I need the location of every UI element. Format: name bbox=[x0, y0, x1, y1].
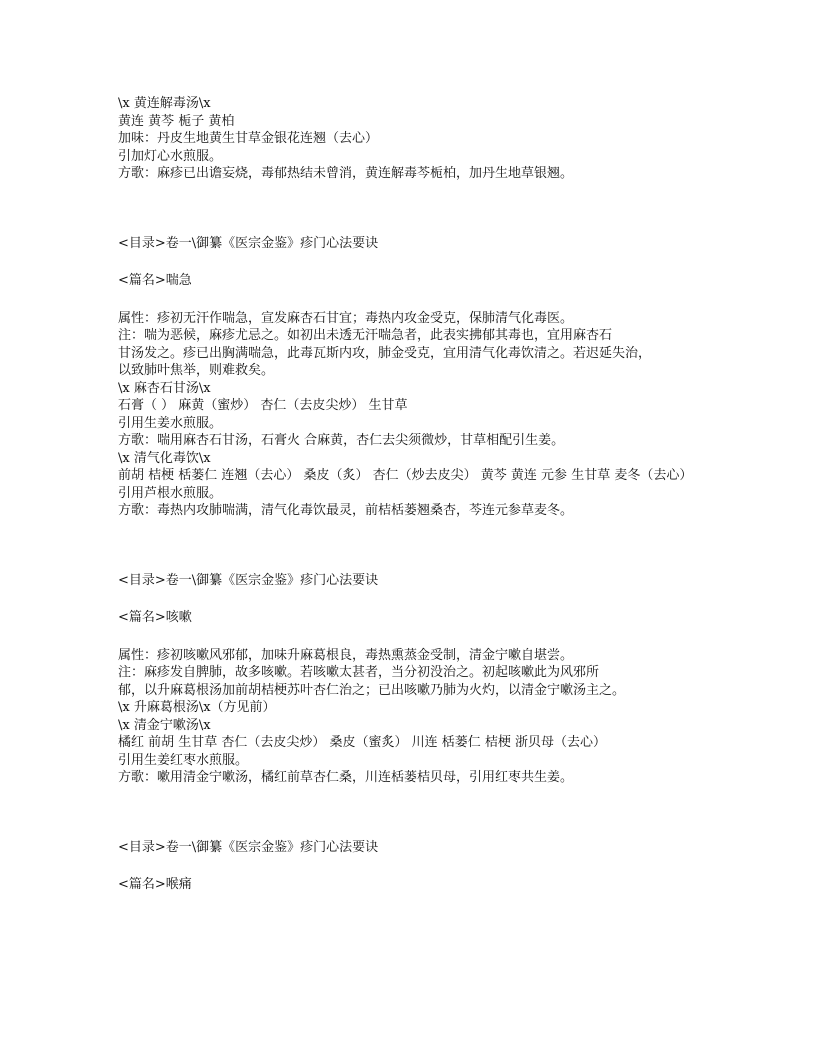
formula-heading: \x 清金宁嗽汤\x bbox=[118, 717, 211, 733]
formula-usage: 引用生姜水煎服。 bbox=[118, 415, 223, 431]
line-gap bbox=[118, 252, 703, 272]
catalog-line: <目录>卷一\御纂《医宗金鉴》疹门心法要诀 bbox=[118, 235, 379, 251]
section-gap bbox=[118, 520, 703, 572]
formula-heading: \x 黄连解毒汤\x bbox=[118, 96, 211, 111]
formula-verse: 方歌：毒热内攻肺喘满，清气化毒饮最灵，前桔栝蒌翘桑杏，芩连元参草麦冬。 bbox=[118, 503, 574, 518]
line-gap bbox=[118, 856, 703, 876]
note-line: 甘汤发之。疹已出胸满喘急，此毒瓦斯内攻，肺金受克，宜用清气化毒饮清之。若迟延失治， bbox=[118, 345, 652, 361]
formula-verse: 方歌：喘用麻杏石甘汤，石膏火 合麻黄，杏仁去尖须微炒，甘草相配引生姜。 bbox=[118, 433, 565, 448]
formula-heading: \x 麻杏石甘汤\x bbox=[118, 380, 211, 396]
formula-ingredients: 前胡 桔梗 栝蒌仁 连翘（去心） 桑皮（炙） 杏仁（炒去皮尖） 黄芩 黄连 元参 生甘草 麦冬（去心） bbox=[118, 468, 693, 483]
formula-verse: 方歌：嗽用清金宁嗽汤，橘红前草杏仁桑，川连栝蒌桔贝母，引用红枣共生姜。 bbox=[118, 770, 574, 785]
section-wheezing bbox=[118, 235, 703, 520]
line-gap bbox=[118, 290, 703, 310]
formula-heading: \x 清气化毒饮\x bbox=[118, 450, 211, 466]
attribute-line: 属性：疹初无汗作喘急，宣发麻杏石甘宜；毒热内攻金受克，保肺清气化毒医。 bbox=[118, 310, 574, 326]
section-title: <篇名>咳嗽 bbox=[118, 610, 192, 625]
section-cough bbox=[118, 572, 703, 787]
section-title: <篇名>喘急 bbox=[118, 273, 192, 288]
formula-additions: 加味：丹皮生地黄生甘草金银花连翘（去心） bbox=[118, 131, 379, 146]
note-line: 注：麻疹发自脾肺，故多咳嗽。若咳嗽太甚者，当分初没治之。初起咳嗽此为风邪所 bbox=[118, 665, 600, 680]
formula-ingredients: 橘红 前胡 生甘草 杏仁（去皮尖炒） 桑皮（蜜炙） 川连 栝蒌仁 桔梗 浙贝母（去心） bbox=[118, 735, 607, 750]
section-gap bbox=[118, 787, 703, 839]
document-content bbox=[118, 95, 703, 894]
catalog-line: <目录>卷一\御纂《医宗金鉴》疹门心法要诀 bbox=[118, 839, 379, 855]
formula-verse: 方歌：麻疹已出谵妄烧，毒郁热结未曾消，黄连解毒芩栀柏，加丹生地草银翘。 bbox=[118, 166, 574, 181]
formula-heading: \x 升麻葛根汤\x（方见前） bbox=[118, 700, 276, 715]
section-gap bbox=[118, 183, 703, 235]
formula-usage: 引用生姜红枣水煎服。 bbox=[118, 752, 249, 768]
section-throat-pain bbox=[118, 839, 703, 894]
note-line: 注：喘为恶候，麻疹尤忌之。如初出未透无汗喘急者，此表实拂郁其毒也，宜用麻杏石 bbox=[118, 328, 613, 343]
line-gap bbox=[118, 589, 703, 609]
section-title: <篇名>喉痛 bbox=[118, 877, 192, 892]
formula-ingredients: 黄连 黄芩 栀子 黄柏 bbox=[118, 113, 235, 129]
note-line: 以致肺叶焦举，则难救矣。 bbox=[118, 363, 275, 378]
note-line: 郁，以升麻葛根汤加前胡桔梗苏叶杏仁治之；已出咳嗽乃肺为火灼，以清金宁嗽汤主之。 bbox=[118, 682, 626, 698]
intro-block bbox=[118, 95, 703, 183]
formula-usage: 引加灯心水煎服。 bbox=[118, 148, 223, 164]
catalog-line: <目录>卷一\御纂《医宗金鉴》疹门心法要诀 bbox=[118, 572, 379, 588]
formula-usage: 引用芦根水煎服。 bbox=[118, 485, 223, 501]
attribute-line: 属性：疹初咳嗽风邪郁，加味升麻葛根良，毒热熏蒸金受制，清金宁嗽自堪尝。 bbox=[118, 647, 574, 663]
formula-ingredients: 石膏（ ） 麻黄（蜜炒） 杏仁（去皮尖炒） 生甘草 bbox=[118, 398, 408, 413]
line-gap bbox=[118, 627, 703, 647]
